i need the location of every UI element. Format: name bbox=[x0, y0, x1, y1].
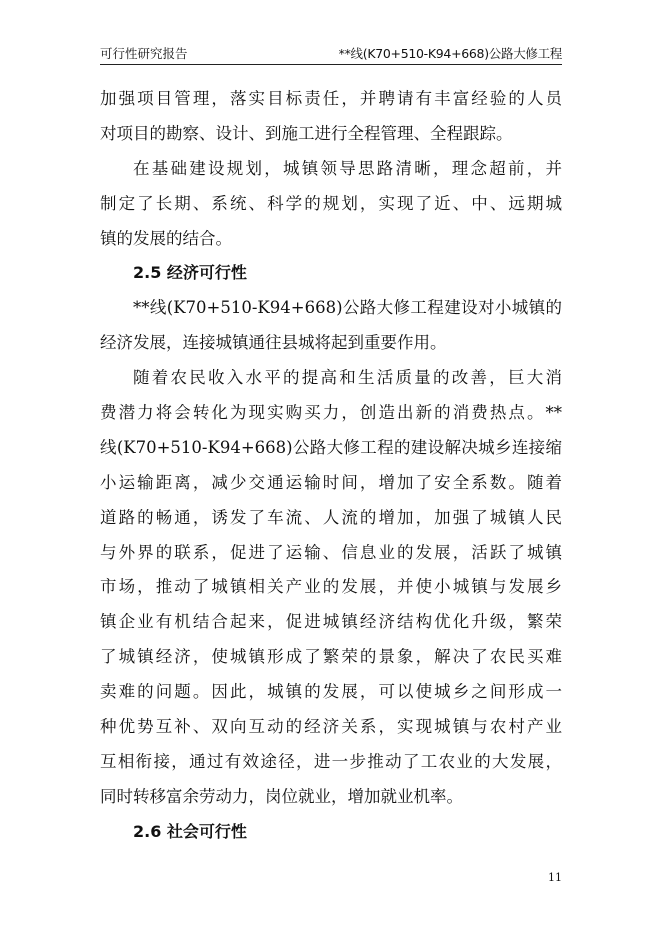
body-line: 镇的发展的结合。 bbox=[100, 228, 232, 248]
body-line: 互相衔接，通过有效途径，进一步推动了工农业的大发展， bbox=[100, 751, 562, 771]
page-header bbox=[100, 46, 562, 65]
body-line: 制定了长期、系统、科学的规划，实现了近、中、远期城 bbox=[100, 193, 562, 213]
body-line: 与外界的联系，促进了运输、信息业的发展，活跃了城镇 bbox=[100, 542, 562, 562]
body-line: 小运输距离，减少交通运输时间，增加了安全系数。随着 bbox=[100, 472, 562, 492]
body-line: 了城镇经济，使城镇形成了繁荣的景象，解决了农民买难 bbox=[100, 647, 562, 667]
body-line: 随着农民收入水平的提高和生活质量的改善，巨大消 bbox=[133, 368, 562, 388]
body-line: 道路的畅通，诱发了车流、人流的增加，加强了城镇人民 bbox=[100, 507, 562, 527]
body-line: 镇企业有机结合起来，促进城镇经济结构优化升级，繁荣 bbox=[100, 612, 562, 632]
body-line: 卖难的问题。因此，城镇的发展，可以使城乡之间形成一 bbox=[100, 682, 562, 702]
body-line: 在基础建设规划，城镇领导思路清晰，理念超前，并 bbox=[133, 158, 562, 178]
header-project-title: **线(K70+510-K94+668)公路大修工程 bbox=[338, 46, 562, 61]
body-line: 经济发展，连接城镇通往县城将起到重要作用。 bbox=[100, 333, 447, 353]
body-line: 线(K70+510-K94+668)公路大修工程的建设解决城乡连接缩 bbox=[100, 437, 562, 457]
header-report-title: 可行性研究报告 bbox=[100, 46, 188, 61]
section-heading: 2.6 社会可行性 bbox=[133, 821, 247, 841]
body-text bbox=[100, 82, 562, 850]
body-line: **线(K70+510-K94+668)公路大修工程建设对小城镇的 bbox=[133, 298, 562, 318]
body-line: 费潜力将会转化为现实购买力，创造出新的消费热点。** bbox=[100, 403, 562, 423]
body-line: 加强项目管理，落实目标责任，并聘请有丰富经验的人员 bbox=[100, 89, 562, 108]
body-line: 同时转移富余劳动力，岗位就业，增加就业机率。 bbox=[100, 786, 463, 806]
body-line: 市场，推动了城镇相关产业的发展，并使小城镇与发展乡 bbox=[100, 577, 562, 597]
body-line: 对项目的勘察、设计、到施工进行全程管理、全程跟踪。 bbox=[100, 123, 513, 143]
page-number: 11 bbox=[548, 871, 562, 884]
body-line: 种优势互补、双向互动的经济关系，实现城镇与农村产业 bbox=[100, 717, 562, 737]
section-heading: 2.5 经济可行性 bbox=[133, 263, 247, 283]
